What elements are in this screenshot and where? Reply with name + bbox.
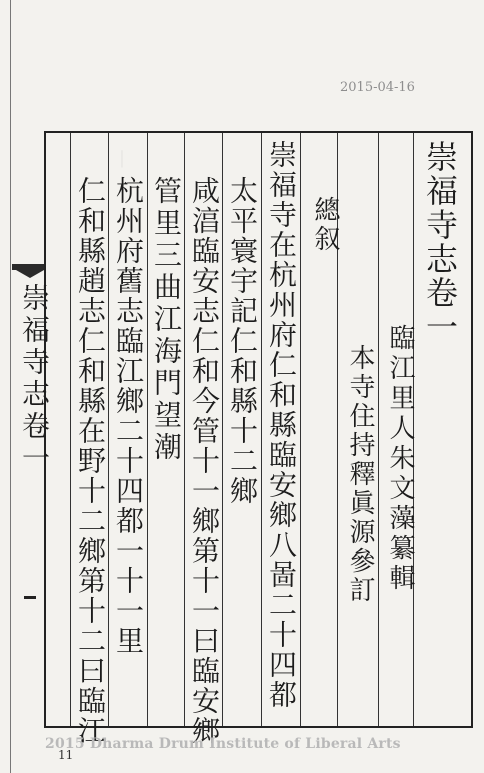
margin-title: 崇福寺志卷一 bbox=[18, 283, 51, 475]
margin-mark bbox=[24, 596, 36, 599]
column-rule bbox=[147, 133, 148, 726]
section-heading: 總叙 bbox=[310, 196, 340, 254]
frame-right bbox=[471, 131, 473, 728]
column-rule bbox=[70, 133, 71, 726]
editor-line: 本寺住持釋眞源參訂 bbox=[345, 344, 375, 605]
column-rule bbox=[378, 133, 379, 726]
column-rule bbox=[222, 133, 223, 726]
bleed-through: 𝄀 bbox=[110, 150, 135, 178]
page-edge bbox=[10, 0, 11, 773]
page-number: 11 bbox=[58, 748, 74, 762]
text-line-2: 太平寰宇記仁和縣十二鄉 bbox=[226, 176, 259, 506]
text-line-3: 咸湻臨安志仁和今管十一鄉第十一曰臨安鄉 bbox=[188, 176, 221, 746]
column-rule bbox=[300, 133, 301, 726]
text-line-5: 杭州府舊志臨江鄉二十四都一十一里 bbox=[112, 176, 145, 656]
volume-title: 崇福寺志卷一 bbox=[421, 140, 459, 344]
column-rule bbox=[261, 133, 262, 726]
column-rule bbox=[108, 133, 109, 726]
column-rule bbox=[184, 133, 185, 726]
text-line-4: 管里三曲江海門望潮 bbox=[150, 176, 183, 464]
watermark: 2015 Dharma Drum Institute of Liberal Arts bbox=[45, 736, 401, 752]
text-line-6: 仁和縣趙志仁和縣在野十二鄉第十二曰臨江 bbox=[74, 176, 107, 746]
compiler-line: 臨江里人朱文藻纂輯 bbox=[385, 324, 415, 594]
fishtail-notch bbox=[16, 270, 44, 278]
frame-bottom bbox=[44, 726, 473, 728]
text-line-1: 崇福寺在杭州府仁和縣臨安鄉八啚二十四都 bbox=[265, 140, 298, 710]
scan-date-stamp: 2015-04-16 bbox=[340, 80, 415, 95]
